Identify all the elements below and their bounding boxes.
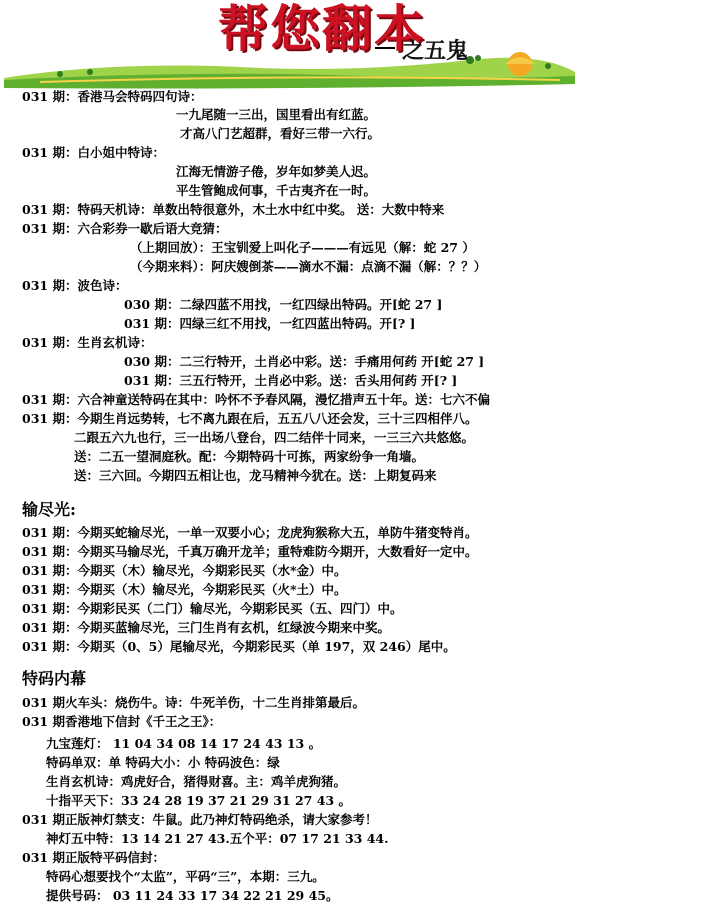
text-line: 031 期：波色诗： — [22, 278, 128, 293]
text-line: 031 期：今期生肖远势转，七不离九跟在后，五五八八还会发，三十三四相伴八。 — [22, 411, 478, 426]
text-line: 031 期：白小姐中特诗： — [22, 145, 165, 160]
text-line: 031 期：三五行特开，土肖必中彩。送：舌头用何药 开[? ] — [124, 373, 458, 388]
text-line: 特码单双：单 特码大小：小 特码波色：绿 — [46, 755, 280, 770]
text-line: 031 期：生肖玄机诗： — [22, 335, 153, 350]
text-line: 生肖玄机诗：鸡虎好合，猪得财喜。主：鸡羊虎狗猪。 — [46, 774, 347, 789]
text-line: 031 期：今期买马输尽光，千真万确开龙羊；重特难防今期开，大数看好一定中。 — [22, 544, 478, 559]
text-line: 提供号码： 03 11 24 33 17 34 22 21 29 45。 — [46, 888, 339, 903]
text-line: 030 期：二三行特开，土肖必中彩。送：手痛用何药 开[蛇 27 ] — [124, 354, 485, 369]
text-line: 二跟五六九也行，三一出场八登台，四二结伴十同来，一三三六共悠悠。 — [74, 430, 475, 445]
section-heading-shuyinguang: 输尽光: — [22, 500, 76, 519]
text-line: 031 期：今期买蛇输尽光，一单一双要小心；龙虎狗猴称大五，单防牛猪变特肖。 — [22, 525, 478, 540]
text-line: 平生管鲍成何事，千古夷齐在一时。 — [176, 183, 377, 198]
text-line: 031 期火车头：烧伤牛。诗：牛死羊伤，十二生肖排第最后。 — [22, 695, 365, 710]
text-line: 031 期：特码天机诗：单数出特很意外，木土水中红中奖。 送：大数中特来 — [22, 202, 445, 217]
text-line: 031 期：今期买（木）输尽光，今期彩民买（水*金）中。 — [22, 563, 347, 578]
text-line: 031 期香港地下信封《千王之王》： — [22, 714, 222, 729]
text-line: 031 期正版特平码信封： — [22, 850, 165, 865]
banner-subtitle: 之五鬼 — [402, 38, 469, 64]
text-line: （上期回放）：王宝钏爱上叫化子———有远见（解：蛇 27 ） — [130, 240, 475, 255]
text-line: 九宝莲灯： 11 04 34 08 14 17 24 43 13 。 — [46, 736, 322, 751]
text-line: （今期来料）：阿庆嫂倒茶——滴水不漏：点滴不漏（解：？？） — [130, 259, 487, 274]
text-line: 神灯五中特：13 14 21 27 43.五个平：07 17 21 33 44. — [46, 831, 389, 846]
text-line: 才高八门艺超群，看好三带一六行。 — [180, 126, 381, 141]
text-line: 031 期正版神灯禁支：牛鼠。此乃神灯特码绝杀，请大家参考！ — [22, 812, 378, 827]
text-line: 一九尾随一三出，国里看出有红蓝。 — [176, 107, 377, 122]
text-line: 十指平天下：33 24 28 19 37 21 29 31 27 43 。 — [46, 793, 351, 808]
text-line: 031 期：今期彩民买（二门）输尽光，今期彩民买（五、四门）中。 — [22, 601, 403, 616]
header-banner — [0, 0, 720, 92]
text-line: 江海无情游子倦，岁年如梦美人迟。 — [176, 164, 377, 179]
text-line: 送：三六回。今期四五相让也，龙马精神今犹在。送：上期复码来 — [74, 468, 437, 483]
banner-title: 帮您翻本 — [218, 0, 426, 58]
text-line: 031 期：四绿三红不用找，一红四蓝出特码。开[? ] — [124, 316, 416, 331]
text-line: 送：二五一望洞庭秋。配：今期特码十可拣，两家纷争一角墙。 — [74, 449, 425, 464]
text-line: 031 期：香港马会特码四句诗： — [22, 89, 203, 104]
text-line: 031 期：今期买（木）输尽光，今期彩民买（火*土）中。 — [22, 582, 347, 597]
text-line: 031 期：六合彩券一歇后语大竞猜： — [22, 221, 228, 236]
text-line: 特码心想要找个“太监”，平码“三”，本期：三九。 — [46, 869, 325, 884]
text-line: 031 期：今期买（0、5）尾输尽光，今期彩民买（单 197，双 246）尾中。 — [22, 639, 456, 654]
section-heading-temaneimu: 特码内幕 — [22, 669, 87, 688]
text-line: 031 期：今期买蓝输尽光，三门生肖有玄机，红绿波今期来中奖。 — [22, 620, 390, 635]
text-line: 030 期：二绿四蓝不用找，一红四绿出特码。开[蛇 27 ] — [124, 297, 443, 312]
text-line: 031 期：六合神童送特码在其中：吟怀不予春风隔，漫忆措声五十年。送：七六不偏 — [22, 392, 490, 407]
